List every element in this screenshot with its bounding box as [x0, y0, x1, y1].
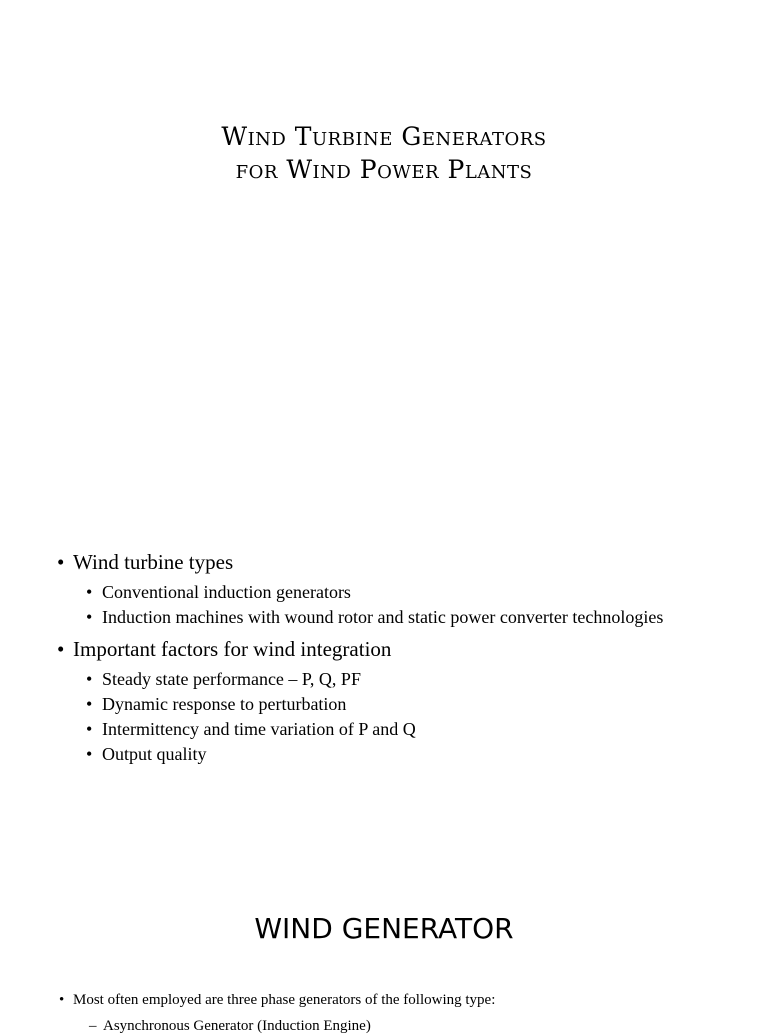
- slide-title: [0, 120, 768, 186]
- sub-bullet-item: • Intermittency and time variation of P and Q: [86, 717, 747, 742]
- sub-bullet-item: • Steady state performance – P, Q, PF: [86, 667, 747, 692]
- sub-bullet-item: • Conventional induction generators: [86, 580, 747, 605]
- bullet-text: Important factors for wind integration: [73, 637, 392, 661]
- slide-title-line-2: for Wind Power Plants: [235, 155, 533, 184]
- bullet-text: Wind turbine types: [73, 550, 234, 574]
- bullet-item: [57, 549, 747, 575]
- bullet-item: [57, 636, 747, 662]
- bottom-bullet-item: • Most often employed are three phase generators of the following type:: [59, 990, 749, 1010]
- sub-bullet-list: [57, 580, 747, 630]
- sub-bullet-item: • Output quality: [86, 742, 747, 767]
- bottom-bullet-list: [59, 990, 749, 1036]
- bottom-sub-bullet-item: – Asynchronous Generator (Induction Engine): [89, 1016, 749, 1036]
- section-heading: WIND GENERATOR: [254, 912, 514, 945]
- sub-bullet-item: • Dynamic response to perturbation: [86, 692, 747, 717]
- sub-bullet-item: • Induction machines with wound rotor and static power converter technologies: [86, 605, 747, 630]
- slide-title-line-1: Wind Turbine Generators: [221, 122, 547, 151]
- sub-bullet-list: [57, 667, 747, 767]
- bullet-list: [57, 549, 747, 773]
